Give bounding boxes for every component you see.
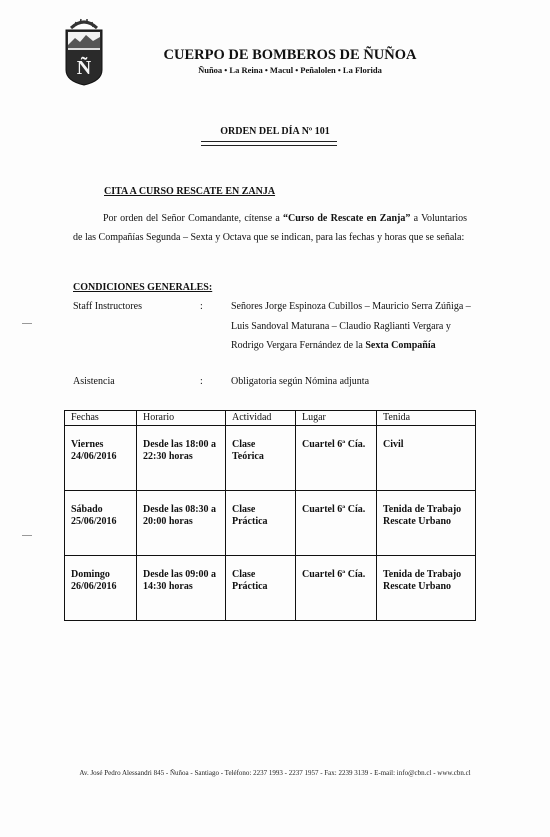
staff-names: Señores Jorge Espinoza Cubillos – Mauricio Serra Zúñiga – Luis Sandoval Maturana – Claudio Raglianti Vergara y Rodrigo Vergara Fernández de la [231,301,471,351]
order-title: ORDEN DEL DÍA Nº 101 [220,126,330,137]
header-tenida: Tenida [377,411,476,426]
table-row [65,556,476,621]
organization-communes: Ñuñoa • La Reina • Macul • Peñalolen • La Florida [198,65,382,75]
cell-lugar: Cuartel 6ª Cía. [296,491,377,556]
intro-text-2: a Voluntarios de las Compañías Segunda – Sexta y Octava que se indican, para las fechas y horas que se señala: [73,213,468,243]
cell-actividad: Clase Teórica [226,426,296,491]
cell-fecha: Viernes 24/06/2016 [65,426,137,491]
table-row [65,491,476,556]
footer-contact: Av. José Pedro Alessandri 845 - Ñuñoa - Santiago - Teléfono: 2237 1993 - 2237 1957 - Fax: 2239 3139 - E-mail: info@cbn.cl - www.cbn.cl [79,769,471,777]
staff-company: Sexta Compañía [365,340,436,351]
binder-mark [22,535,32,536]
header-lugar: Lugar [296,411,377,426]
header-horario: Horario [137,411,226,426]
schedule-table [64,410,476,621]
attendance-label: Asistencia [73,376,115,387]
cell-tenida: Tenida de Trabajo Rescate Urbano [377,556,476,621]
attendance-value: Obligatoria según Nómina adjunta [231,376,370,387]
intro-text-1: Por orden del Señor Comandante, cítense a [103,213,284,224]
cell-actividad: Clase Práctica [226,491,296,556]
header-fechas: Fechas [65,411,137,426]
cell-actividad: Clase Práctica [226,556,296,621]
cell-fecha: Domingo 26/06/2016 [65,556,137,621]
cell-horario: Desde las 18:00 a 22:30 horas [137,426,226,491]
cell-fecha: Sábado 25/06/2016 [65,491,137,556]
organization-name: CUERPO DE BOMBEROS DE ÑUÑOA [163,47,417,63]
table-header-row [65,411,476,426]
cell-horario: Desde las 09:00 a 14:30 horas [137,556,226,621]
attendance-colon: : [200,376,203,387]
crest-letter: Ñ [76,57,92,79]
staff-label: Staff Instructores [73,301,142,312]
staff-colon: : [200,301,203,312]
course-name: “Curso de Rescate en Zanja” [283,213,411,224]
header-actividad: Actividad [226,411,296,426]
cell-tenida: Civil [377,426,476,491]
section-title: CITA A CURSO RESCATE EN ZANJA [104,186,276,197]
conditions-title: CONDICIONES GENERALES: [73,282,213,293]
title-double-underline [201,141,337,146]
cell-lugar: Cuartel 6ª Cía. [296,556,377,621]
cell-horario: Desde las 08:30 a 20:00 horas [137,491,226,556]
cell-tenida: Tenida de Trabajo Rescate Urbano [377,491,476,556]
table-row [65,426,476,491]
intro-paragraph [73,209,467,247]
staff-value [231,297,481,356]
cell-lugar: Cuartel 6ª Cía. [296,426,377,491]
binder-mark [22,323,32,324]
